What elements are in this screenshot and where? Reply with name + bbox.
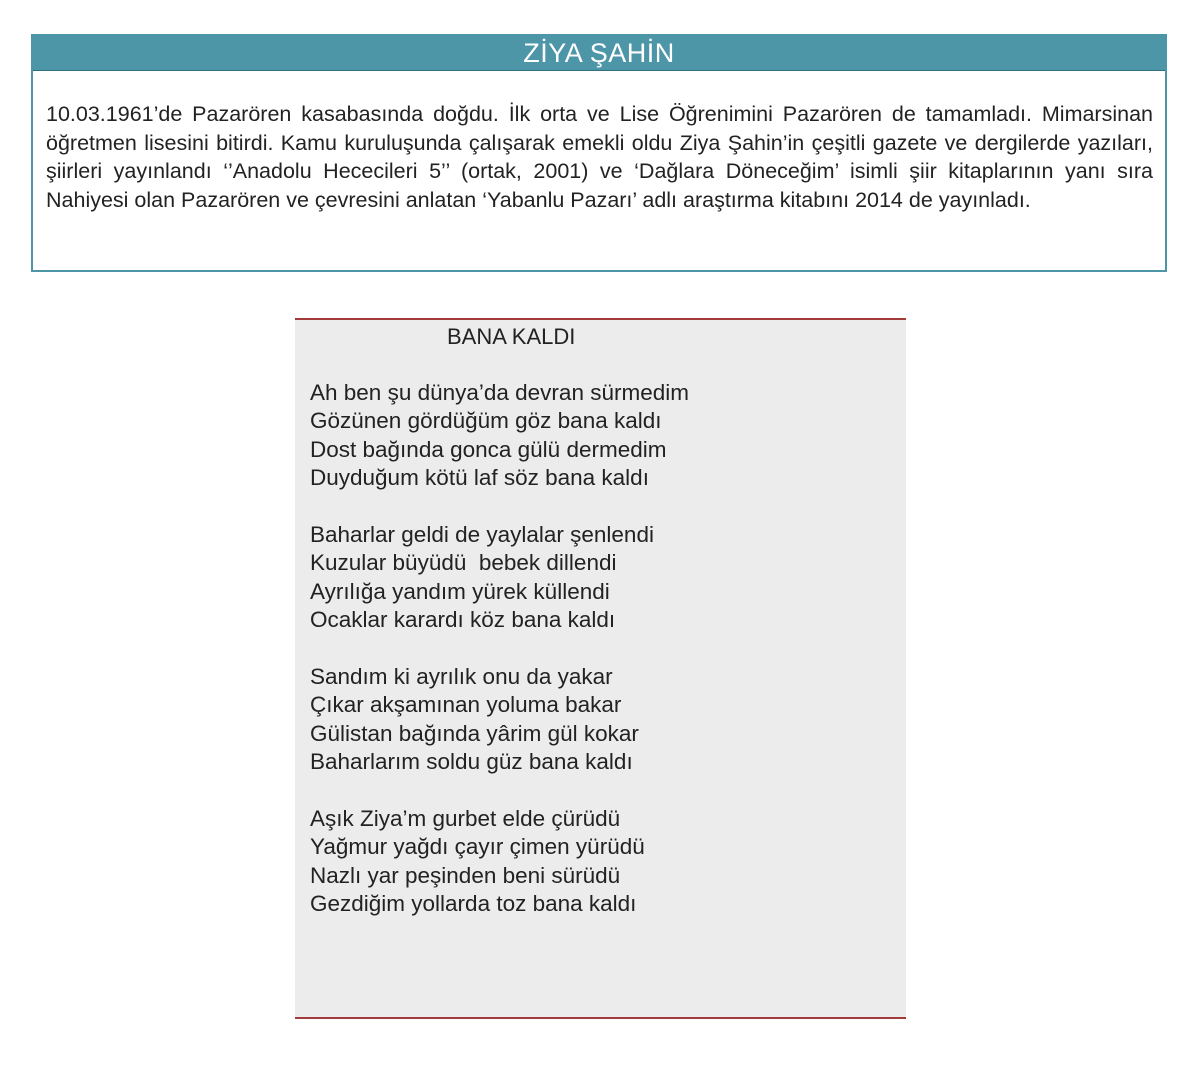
poem-line: Sandım ki ayrılık onu da yakar: [310, 664, 613, 690]
poem-line: Aşık Ziya’m gurbet elde çürüdü: [310, 806, 621, 832]
poem-line: Gözünen gördüğüm göz bana kaldı: [310, 408, 662, 434]
poem-line: Duyduğum kötü laf söz bana kaldı: [310, 465, 649, 491]
poem-stanza-4: [310, 805, 896, 919]
poem-line: Kuzular büyüdü bebek dillendi: [310, 550, 617, 576]
poem-stanza-1: [310, 379, 896, 493]
poem-line: Baharlarım soldu güz bana kaldı: [310, 749, 633, 775]
poem-body: [310, 379, 896, 947]
poem-title: BANA KALDI: [447, 324, 576, 349]
poem-line: Baharlar geldi de yaylalar şenlendi: [310, 522, 654, 548]
biography-title: ZİYA ŞAHİN: [523, 37, 675, 68]
poem-line: Çıkar akşamınan yoluma bakar: [310, 692, 622, 718]
poem-stanza-3: [310, 663, 896, 777]
poem-line: Dost bağında gonca gülü dermedim: [310, 436, 667, 462]
poem-stanza-2: [310, 521, 896, 635]
poem-line: Gezdiğim yollarda toz bana kaldı: [310, 891, 637, 917]
poem-line: Yağmur yağdı çayır çimen yürüdü: [310, 834, 645, 860]
poem-line: Gülistan bağında yârim gül kokar: [310, 720, 639, 746]
poem-line: Ocaklar karardı köz bana kaldı: [310, 607, 616, 633]
biography-panel: [31, 34, 1167, 272]
biography-text: 10.03.1961’de Pazarören kasabasında doğdu. İlk orta ve Lise Öğrenimini Pazarören de tamamladı. Mimarsinan öğretmen lisesini bitirdi. Kamu kuruluşunda çalışarak emekli oldu Ziya Şahin’in çeşitli gazete ve dergilerde yazıları, şiirleri yayınlandı ‘’Anadolu Hececileri 5’’ (ortak, 2001) ve ‘Dağlara Döneceğim’ isimli şiir kitaplarının yanı sıra Nahiyesi olan Pazarören ve çevresini anlatan ‘Yabanlu Pazarı’ adlı araştırma kitabını 2014 de yayınladı.: [46, 102, 1153, 212]
poem-line: Ah ben şu dünya’da devran sürmedim: [310, 380, 689, 405]
poem-panel: [295, 318, 906, 1019]
biography-header: [33, 36, 1165, 71]
poem-line: Ayrılığa yandım yürek küllendi: [310, 578, 610, 604]
poem-line: Nazlı yar peşinden beni sürüdü: [310, 862, 621, 888]
